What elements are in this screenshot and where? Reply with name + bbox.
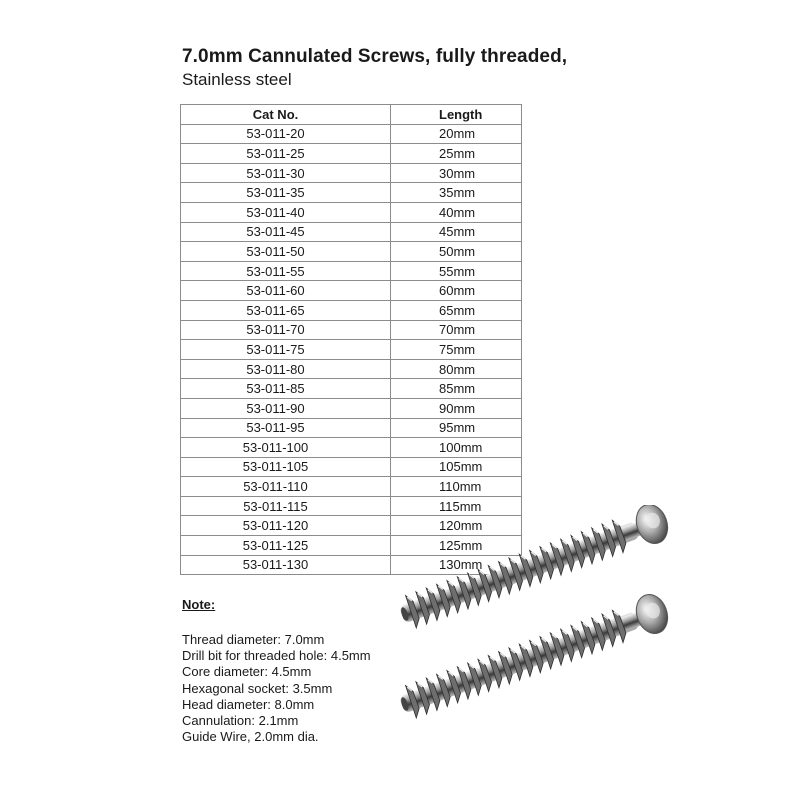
- table-row: [181, 398, 522, 418]
- cat-no-cell: 53-011-50: [181, 242, 391, 262]
- table-row: [181, 477, 522, 497]
- length-cell: 90mm: [391, 398, 522, 418]
- cat-no-cell: 53-011-90: [181, 398, 391, 418]
- table-row: [181, 144, 522, 164]
- cat-no-cell: 53-011-25: [181, 144, 391, 164]
- length-cell: 100mm: [391, 438, 522, 458]
- cat-no-cell: 53-011-110: [181, 477, 391, 497]
- cat-no-cell: 53-011-100: [181, 438, 391, 458]
- length-cell: 125mm: [391, 536, 522, 556]
- table-row: [181, 438, 522, 458]
- length-cell: 20mm: [391, 124, 522, 144]
- table-row: [181, 359, 522, 379]
- length-cell: 65mm: [391, 300, 522, 320]
- cat-no-cell: 53-011-125: [181, 536, 391, 556]
- table-row: [181, 281, 522, 301]
- product-title: 7.0mm Cannulated Screws, fully threaded,: [182, 46, 568, 67]
- table-row: [181, 418, 522, 438]
- table-row: [181, 183, 522, 203]
- table-row: [181, 124, 522, 144]
- cat-no-cell: 53-011-105: [181, 457, 391, 477]
- column-header-cat-no: Cat No.: [181, 105, 391, 125]
- length-cell: 130mm: [391, 555, 522, 575]
- cat-no-cell: 53-011-60: [181, 281, 391, 301]
- note-line: Hexagonal socket: 3.5mm: [182, 680, 333, 696]
- length-cell: 45mm: [391, 222, 522, 242]
- table-row: [181, 202, 522, 222]
- cat-no-cell: 53-011-70: [181, 320, 391, 340]
- length-cell: 35mm: [391, 183, 522, 203]
- length-cell: 110mm: [391, 477, 522, 497]
- table-row: [181, 457, 522, 477]
- product-subtitle: Stainless steel: [182, 70, 292, 89]
- note-spec-list: [182, 632, 371, 745]
- length-cell: 105mm: [391, 457, 522, 477]
- cat-no-cell: 53-011-95: [181, 418, 391, 438]
- column-header-length: Length: [391, 105, 522, 125]
- note-line: Thread diameter: 7.0mm: [182, 632, 325, 647]
- cat-no-cell: 53-011-65: [181, 300, 391, 320]
- table-row: [181, 300, 522, 320]
- table-row: [181, 320, 522, 340]
- length-cell: 50mm: [391, 242, 522, 262]
- length-cell: 115mm: [391, 496, 522, 516]
- length-cell: 120mm: [391, 516, 522, 536]
- note-heading: Note:: [182, 597, 216, 612]
- note-line: Head diameter: 8.0mm: [182, 696, 315, 712]
- cat-no-cell: 53-011-40: [181, 202, 391, 222]
- table-row: [181, 163, 522, 183]
- note-line: Drill bit for threaded hole: 4.5mm: [182, 648, 371, 664]
- table-row: [181, 340, 522, 360]
- cat-no-cell: 53-011-20: [181, 124, 391, 144]
- cat-no-cell: 53-011-120: [181, 516, 391, 536]
- cat-no-cell: 53-011-75: [181, 340, 391, 360]
- length-cell: 55mm: [391, 261, 522, 281]
- cat-no-cell: 53-011-85: [181, 379, 391, 399]
- table-row: [181, 379, 522, 399]
- cat-no-cell: 53-011-45: [181, 222, 391, 242]
- table-row: [181, 242, 522, 262]
- table-row: [181, 222, 522, 242]
- table-row: [181, 261, 522, 281]
- note-line: Guide Wire, 2.0mm dia.: [182, 729, 319, 745]
- length-cell: 70mm: [391, 320, 522, 340]
- length-cell: 80mm: [391, 359, 522, 379]
- length-cell: 75mm: [391, 340, 522, 360]
- note-line: Cannulation: 2.1mm: [182, 713, 299, 729]
- cat-no-cell: 53-011-115: [181, 496, 391, 516]
- cat-no-cell: 53-011-30: [181, 163, 391, 183]
- cat-no-cell: 53-011-55: [181, 261, 391, 281]
- length-cell: 25mm: [391, 144, 522, 164]
- screw-illustration: [390, 505, 680, 735]
- length-cell: 85mm: [391, 379, 522, 399]
- cat-no-cell: 53-011-35: [181, 183, 391, 203]
- cat-no-cell: 53-011-130: [181, 555, 391, 575]
- table-header-row: [181, 105, 522, 125]
- length-cell: 60mm: [391, 281, 522, 301]
- cat-no-cell: 53-011-80: [181, 359, 391, 379]
- note-line: Core diameter: 4.5mm: [182, 664, 312, 680]
- length-cell: 30mm: [391, 163, 522, 183]
- length-cell: 40mm: [391, 202, 522, 222]
- length-cell: 95mm: [391, 418, 522, 438]
